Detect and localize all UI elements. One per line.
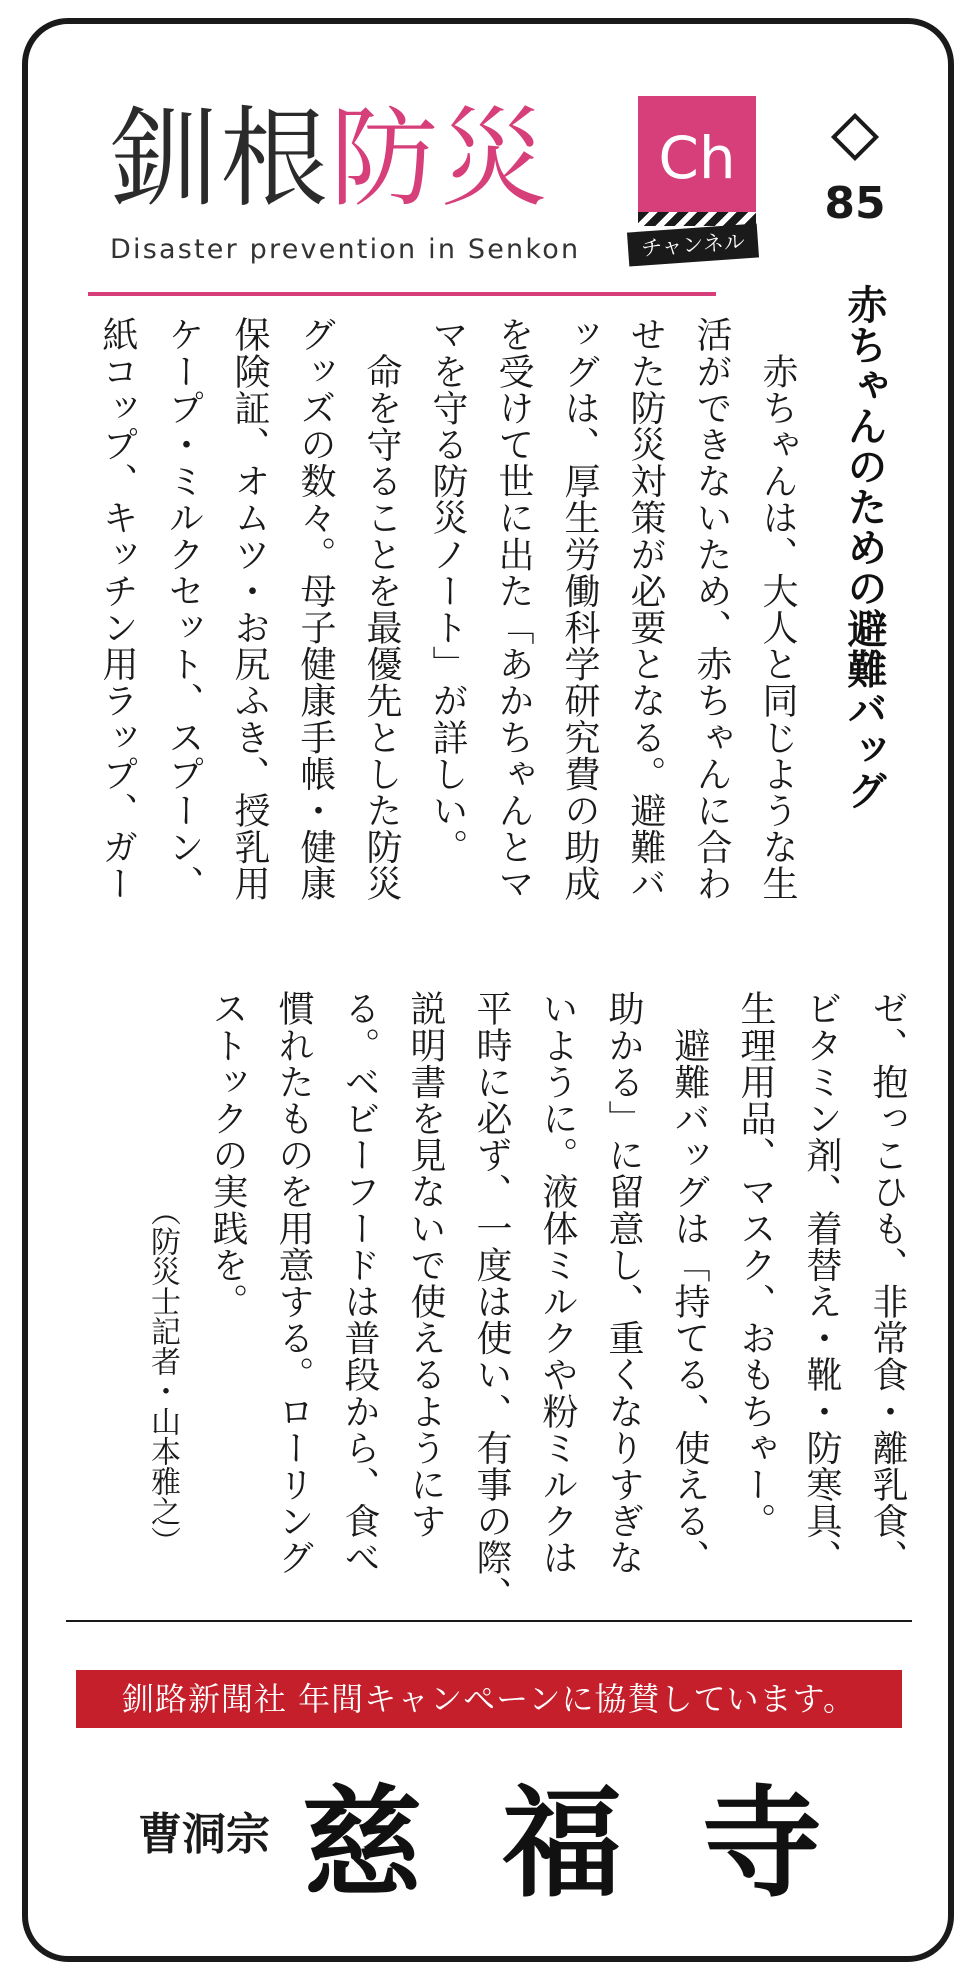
article-column: 活ができないため、赤ちゃんに合わ [691, 316, 732, 902]
article-column: 紙コップ、キッチン用ラップ、ガー [97, 316, 138, 902]
article-column: ビタミン剤、着替え・靴・防寒具、 [801, 990, 842, 1576]
sponsor-sect: 曹洞宗 [138, 1809, 270, 1860]
article-column: る。ベビーフードは普段から、食べ [339, 990, 380, 1576]
article-column: 避難バッグは「持てる、使える、 [669, 990, 710, 1576]
article-column: いように。液体ミルクや粉ミルクは [537, 990, 578, 1576]
article-column: を受けて世に出た「あかちゃんとマ [493, 316, 534, 902]
article-column: 生理用品、マスク、おもちゃー。 [735, 990, 776, 1539]
logo-title [110, 97, 551, 222]
article-byline: （防災士記者・山本雅之） [145, 1196, 180, 1556]
article-column: ケープ・ミルクセット、スプーン、 [163, 316, 204, 902]
logo-channel-tag: チャンネル [627, 224, 759, 267]
article-column: ゼ、抱っこひも、非常食・離乳食、 [867, 990, 908, 1576]
article-column: 助かる」に留意し、重くなりすぎな [603, 990, 644, 1576]
sponsor-temple-name: 慈福寺 [302, 1773, 902, 1914]
article-column: マを守る防災ノート」が詳しい。 [427, 316, 468, 865]
article-column: 保険証、オムツ・お尻ふき、授乳用 [229, 316, 270, 902]
channel-logo [110, 88, 760, 288]
article-column: 赤ちゃんは、大人と同じような生 [757, 316, 798, 902]
article-column: 命を守ることを最優先とした防災 [361, 316, 402, 902]
logo-ch-badge: Ch [638, 96, 756, 220]
series-number: 85 [824, 178, 886, 229]
article-headline: 赤ちゃんのための避難バッグ [841, 284, 887, 811]
logo-subtitle: Disaster prevention in Senkon [110, 234, 581, 265]
logo-title-region: 釧根 [110, 97, 331, 222]
sponsor-banner: 釧路新聞社 年間キャンペーンに協賛しています。 [76, 1670, 902, 1728]
series-marker [820, 112, 890, 229]
article-column: ストックの実践を。 [207, 990, 248, 1320]
diamond-icon [831, 113, 879, 161]
logo-title-disaster: 防災 [330, 97, 551, 222]
article-column: 慣れたものを用意する。ローリング [273, 990, 314, 1576]
article-column: せた防災対策が必要となる。避難バ [625, 316, 666, 902]
article-column: ッグは、厚生労働科学研究費の助成 [559, 316, 600, 902]
section-divider [66, 1620, 912, 1622]
article-column: グッズの数々。母子健康手帳・健康 [295, 316, 336, 902]
article-column: 説明書を見ないで使えるようにす [405, 990, 446, 1539]
article-column: 平時に必ず、一度は使い、有事の際、 [471, 990, 512, 1613]
